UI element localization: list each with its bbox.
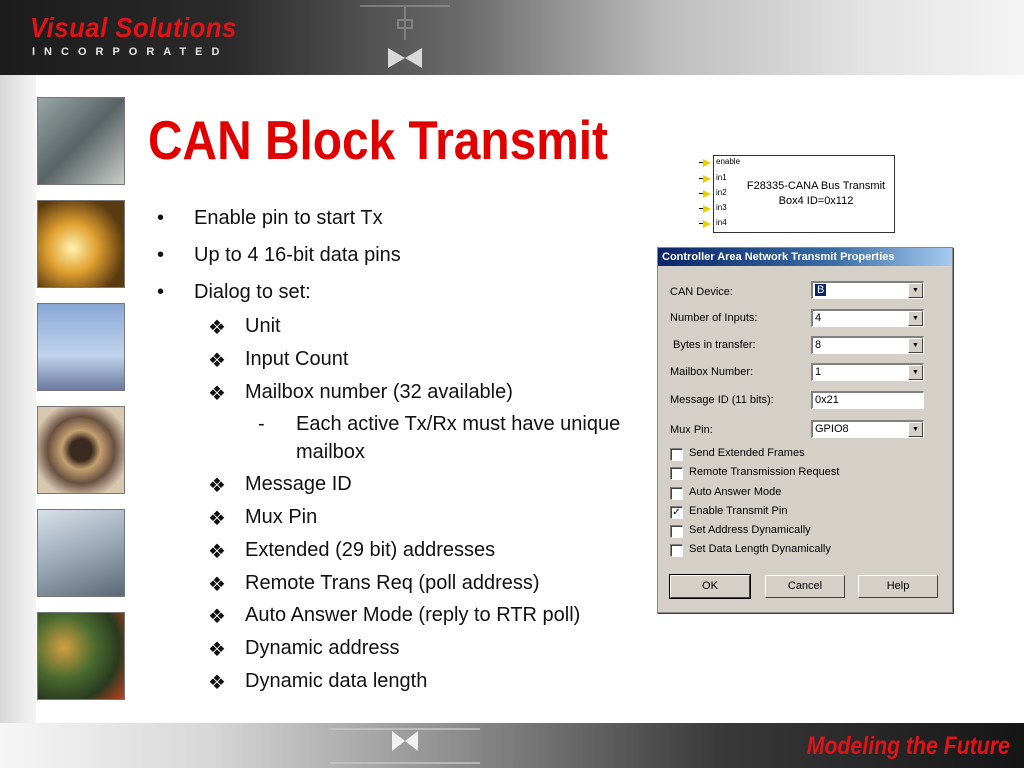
checkmark-icon: ✓ [670, 506, 683, 519]
mailbox-number-select[interactable]: 1 ▼ [811, 363, 924, 381]
gears-photo [37, 612, 125, 700]
left-decor-strip [0, 75, 36, 723]
valve-icon [360, 0, 450, 75]
footer-tagline: Modeling the Future [806, 732, 1010, 760]
turbine-engine-photo [37, 406, 125, 494]
brand-logo-name: Visual Solutions [30, 12, 237, 43]
can-device-select[interactable]: B ▼ [811, 281, 924, 299]
block-label [713, 179, 893, 209]
message-id-input[interactable]: 0x21 [811, 391, 924, 409]
wheel-photo [37, 200, 125, 288]
chevron-down-icon[interactable]: ▼ [908, 338, 923, 353]
mailbox-number-label: Mailbox Number: [670, 366, 754, 378]
footer-bar [0, 723, 1024, 768]
chevron-down-icon[interactable]: ▼ [908, 283, 923, 298]
valve-icon [330, 723, 480, 768]
chevron-down-icon[interactable]: ▼ [908, 311, 923, 326]
input-arrow-icon [703, 220, 711, 228]
ok-button[interactable]: OK [670, 575, 750, 598]
mux-pin-label: Mux Pin: [670, 424, 713, 436]
bytes-in-transfer-label: Bytes in transfer: [673, 339, 756, 351]
block-id: Box4 ID=0x112 [778, 195, 854, 207]
input-arrow-icon [703, 205, 711, 213]
chevron-down-icon[interactable]: ▼ [908, 422, 923, 437]
input-arrow-icon [703, 175, 711, 183]
block-name: F28335-CANA Bus Transmit [746, 180, 886, 192]
dialog-title: Controller Area Network Transmit Properties [658, 248, 952, 266]
chevron-down-icon[interactable]: ▼ [908, 365, 923, 380]
bytes-in-transfer-select[interactable]: 8 ▼ [811, 336, 924, 354]
cancel-button[interactable]: Cancel [765, 575, 845, 598]
can-transmit-properties-dialog: Controller Area Network Transmit Properties CAN Device: B ▼ Number of Inputs: 4 ▼ Bytes in transfer: 8 ▼ Mailbox Number: 1 ▼ Message ID (11 bits): 0x21 Mux Pin: GPIO8 ▼ Send Extended Frames Remote Transmission Request Auto Answer Mode ✓ Enable Transmit Pin Set Address Dynamically Set Data Length Dynamically OK Cancel Help [657, 247, 953, 613]
brand-logo-sub: INCORPORATED [32, 46, 229, 58]
help-button[interactable]: Help [858, 575, 938, 598]
input-arrow-icon [703, 190, 711, 198]
number-of-inputs-select[interactable]: 4 ▼ [811, 309, 924, 327]
input-arrow-icon [703, 159, 711, 167]
industrial-plant-photo [37, 97, 125, 185]
satellite-dish-photo [37, 509, 125, 597]
number-of-inputs-label: Number of Inputs: [670, 312, 758, 324]
slide-title: CAN Block Transmit [148, 109, 608, 171]
can-device-label: CAN Device: [670, 286, 733, 298]
wind-turbine-photo [37, 303, 125, 391]
message-id-label: Message ID (11 bits): [670, 394, 774, 406]
header-bar [0, 0, 1024, 75]
mux-pin-select[interactable]: GPIO8 ▼ [811, 420, 924, 438]
